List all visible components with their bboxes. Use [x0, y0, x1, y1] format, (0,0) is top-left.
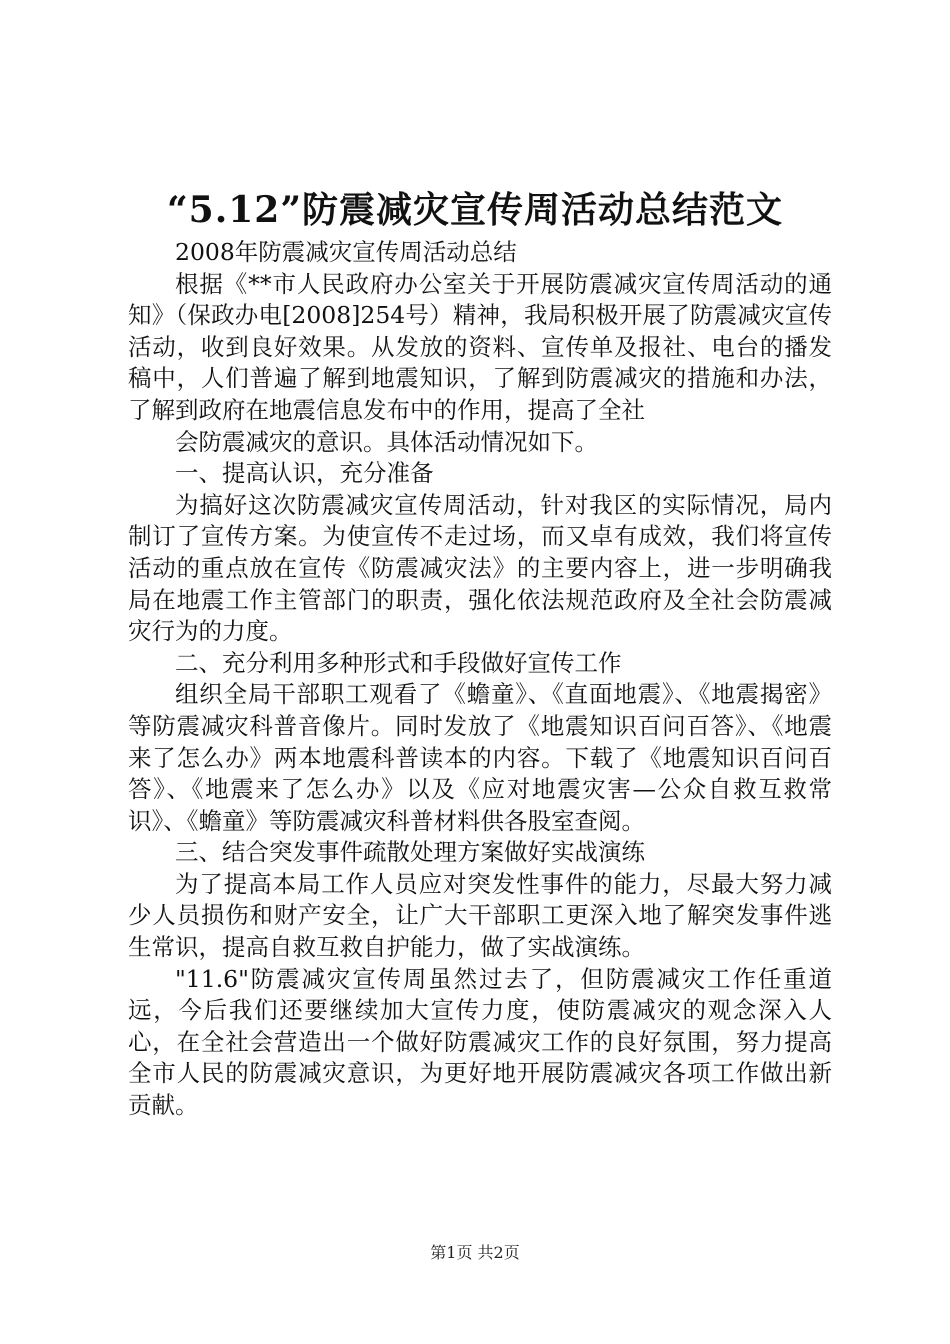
paragraph-section-2: 组织全局干部职工观看了《蟾童》、《直面地震》、《地震揭密》等防震减灾科普音像片。同时发放了《地震知识百问百答》、《地震来了怎么办》两本地震科普读本的内容。下载了《地震知识百问百答》、《地震来了怎么办》以及《应对地震灾害—公众自救互救常识》、《蟾童》等防震减灾科普材料供各股室查阅。: [128, 680, 832, 835]
paragraph-intro: 根据《**市人民政府办公室关于开展防震减灾宣传周活动的通知》（保政办电[2008]254号）精神，我局积极开展了防震减灾宣传活动，收到良好效果。从发放的资料、宣传单及报社、电台的播发稿中，人们普遍了解到地震知识，了解到防震减灾的措施和办法，了解到政府在地震信息发布中的作用，提高了全社: [128, 269, 832, 424]
paragraph-intro-continued: 会防震减灾的意识。具体活动情况如下。: [175, 427, 598, 456]
paragraph-conclusion: "11.6"防震减灾宣传周虽然过去了，但防震减灾工作任重道远，今后我们还要继续加大宣传力度，使防震减灾的观念深入人心，在全社会营造出一个做好防震减灾工作的良好氛围，努力提高全市人民的防震减灾意识，为更好地开展防震减灾各项工作做出新贡献。: [128, 964, 832, 1120]
paragraph-section-1: 为搞好这次防震减灾宣传周活动，针对我区的实际情况，局内制订了宣传方案。为使宣传不走过场，而又卓有成效，我们将宣传活动的重点放在宣传《防震减灾法》的主要内容上，进一步明确我局在地震工作主管部门的职责，强化依法规范政府及全社会防震减灾行为的力度。: [128, 490, 832, 646]
section-heading-1: 一、提高认识，充分准备: [175, 459, 434, 488]
paragraph-section-3: 为了提高本局工作人员应对突发性事件的能力，尽最大努力减少人员损伤和财产安全，让广大干部职工更深入地了解突发事件逃生常识，提高自救互救自护能力，做了实战演练。: [128, 869, 832, 962]
paragraph-subtitle: 2008年防震减灾宣传周活动总结: [175, 238, 517, 266]
page-number-footer: 第1页 共2页: [430, 1243, 520, 1262]
document-title: “5.12”防震减灾宣传周活动总结范文: [166, 189, 784, 231]
section-heading-2: 二、充分利用多种形式和手段做好宣传工作: [175, 648, 622, 677]
section-heading-3: 三、结合突发事件疏散处理方案做好实战演练: [175, 838, 645, 867]
document-body: [128, 237, 832, 1122]
